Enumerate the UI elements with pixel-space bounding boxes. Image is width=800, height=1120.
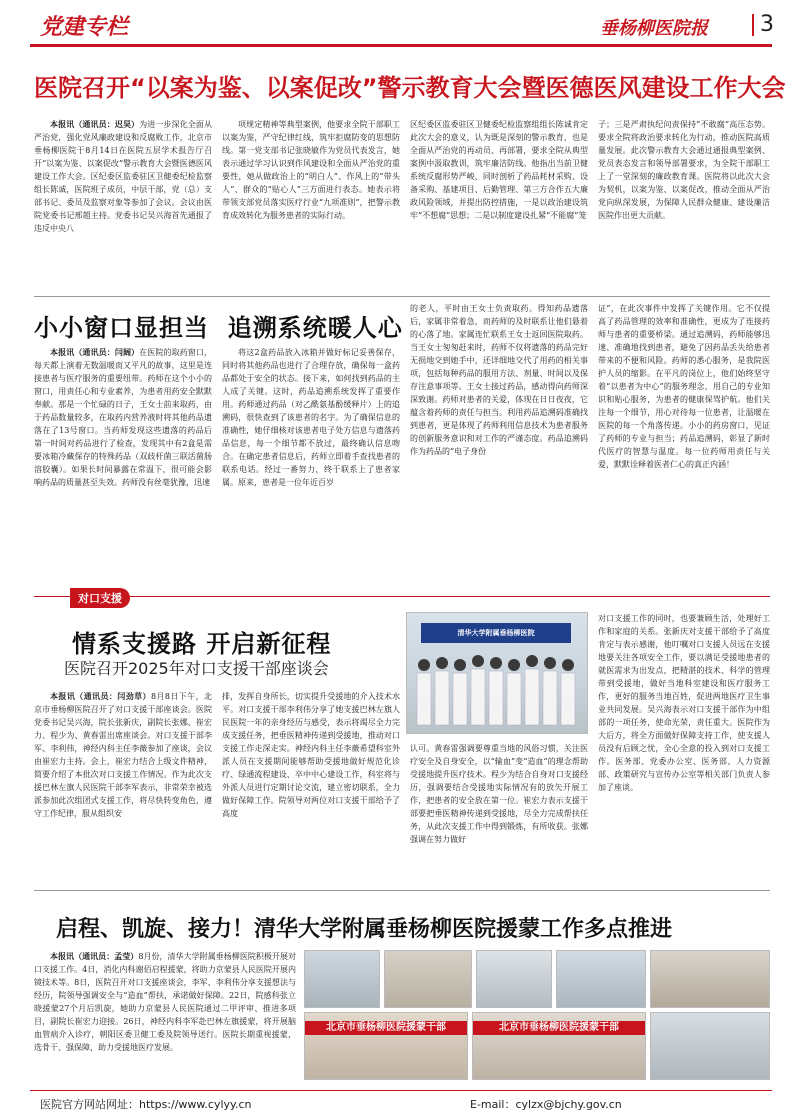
article2-col4: 证”，在此次事件中发挥了关键作用。它不仅提高了药品管理的效率和准确性，更成为了连接药师与患者的重要桥梁。通过追溯码，药师能够迅速、准确地找到患者，避免了因药品丢失给患者带来的不便和风险。药师的悉心服务，是我院医护人员的缩影。在平凡的岗位上，他们始终坚守着“以患者为中心”的服务理念，用自己的专业知识和贴心服务，为患者的健康保驾护航。他们关注每一个细节，用心对待每一位患者，让温暖在医院的每一个角落传递。小小的药房窗口，见证了药师的专业与担当；药品追溯码，彰显了新时代医疗的智慧与温度。每一位药师用责任与关爱，默默诠释着医者仁心的真正内涵！ bbox=[598, 304, 770, 469]
article4-title: 启程、凯旋、接力！清华大学附属垂杨柳医院援蒙工作多点推进 bbox=[56, 917, 673, 942]
article1-col2: 项规定精神等典型案例，他要求全院干部职工以案为鉴，严守纪律红线，筑牢拒腐防变的思想防线。第一党支部书记张晓敏作为党员代表发言，她表示通过学习认识到作风建设和全面从严治党的重要性，她从做政治上的“明白人”、作风上的“带头人”、群众的“贴心人”三方面进行表态。她表示将带领支部党员落实医疗行业“九项准则”，把警示教育成效转化为服务患者的实际行动。 bbox=[222, 120, 400, 220]
photo-group-a bbox=[304, 1012, 468, 1080]
photo-departure-1 bbox=[304, 950, 380, 1008]
article2-col1: 本报讯（通讯员：闫阔）在医院的取药窗口，每天都上演着无数温暖而又平凡的故事，这里是连接患者与医疗服务的重要纽带。药师在这个小小的窗口，用责任心和专业素养，为患者用药安全默默奉献。那是一个忙碌的日子，王女士前来取药，由于药品数量较多，在取药内营养液时将其他药品遗落在了13号窗口。当药师发现这些遗落的药品后第一时间对药品进行了检查，发现其中有2盒是需要冰箱冷藏保存的特殊药品（双歧杆菌三联活菌肠溶胶囊）。如果长时间暴露在常温下，很可能会影响药品的质量甚至失效。药师没有丝毫犹豫，迅速 bbox=[34, 347, 212, 487]
article2-col2: 将这2盒药品放入冰箱并做好标记妥善保存，同时将其他药品也进行了合理存放，确保每一盒药品都处于安全的状态。接下来，如何找到药品的主人成了关键。这时，药品追溯系统发挥了重要作用。药师通过药品（对乙酰氨基酚缓释片）上的追溯码，很快查到了该患者的名字。为了确保信息的准确性，她仔细核对该患者电子处方信息与遗落药品信息，每一个细节都不放过，最终确认信息吻合。在确定患者信息后，药师立即着手查找患者的联系电话。经过一番努力，终于联系上了患者家属。原来，患者是一位年近百岁 bbox=[222, 348, 400, 487]
banner-a: 北京市垂杨柳医院援蒙干部 bbox=[305, 1021, 467, 1035]
photo-departure-2 bbox=[384, 950, 472, 1008]
photo-departure-4 bbox=[556, 950, 646, 1008]
email-link[interactable]: cylzx@bjchy.gov.cn bbox=[515, 1098, 622, 1111]
header-divider bbox=[752, 14, 754, 36]
section-tag-support: 对口支援 bbox=[70, 588, 130, 608]
article3-col4: 对口支援工作的同时，也要兼顾生活，处理好工作和家庭的关系。张新庆对支援干部给予了高度肯定与表示感谢，他叮嘱对口支援人员远在支援地要关注各项安全工作，要以满足受援地患者的就医需求为出发点，把精湛的技术、科学的管理带到受援地，做好当地科室建设和医疗服务工作，更好的服务当地百姓，促进两地医疗卫生事业共同发展。吴兴海表示对口支援干部作为中组部的一项任务，使命光荣，责任重大。医院作为大后方，将全方面做好保障支持工作，使支援人员没有后顾之忧，全心全意的投入到对口支援工作。医务部、党委办公室、医务部、人力资源部、政策研究与宣传办公室等相关部门负责人参加了座谈。 bbox=[598, 614, 770, 792]
article2-col3: 的老人，平时由王女士负责取药。得知药品遗落后，家属非常着急，而药师的及时联系让他们悬着的心落了地。家属连忙联系王女士返回医院取药。当王女士匆匆赶来时，药师不仅将遗落的药品完好无损地交到她手中，还详细地交代了用药的相关事项，包括每种药品的服用方法、剂量、时间以及保存注意事项等。王女士接过药品，感动得向药师深深致谢。药师对患者的关爱，体现在日日夜夜，它蕴含着药师的责任与担当。利用药品追溯码准确找到患者，更是体现了药师利用信息技术为患者服务的创新服务意识和对工作的严谨态度。药品追溯码作为药品的“电子身份 bbox=[410, 304, 588, 456]
photo-welcome bbox=[650, 1012, 770, 1080]
article1-col4: 子；三是严肃执纪问责保持“不敢腐”高压态势。要求全院将政治要求转化为行动，推动医院高质量发展。此次警示教育大会通过通报典型案例、党员表态发言和领导部署要求，为全院干部职工上了一堂深刻的廉政教育课。医院将以此次大会为契机，以案为鉴、以案促改，推动全面从严治党向纵深发展，为保障人民群众健康、建设廉洁医院作出更大贡献。 bbox=[598, 120, 770, 220]
page-number: 3 bbox=[760, 12, 774, 37]
group-people-illustration bbox=[407, 613, 588, 734]
article3-title: 情系支援路 开启新征程 bbox=[72, 630, 332, 658]
article4-col1: 本报讯（通讯员：孟莹）8月份，清华大学附属垂杨柳医院积极开展对口支援工作。4日，消化内科谢佰启程援蒙，将助力京蒙县人民医院开展内镜技术等。8日，医院召开对口支援座谈会，李军、李利伟分享支援想法与经历，院领导强调安全与“造血”帮扶，承诺做好保障。22日，院感科张立晓援蒙27个月后凯旋，她助力京蒙县人民医院通过二甲评审、推进多项目，副院长崔宏力迎接。26日，神经内科李军赴巴林左旗援蒙，将开展脑血管病介入诊疗，朝阳区委卫健工委及院领导送行。医院长期重视援蒙，选骨干、强保障，助力受援地医疗发展。 bbox=[34, 951, 296, 1052]
article1-col3: 区纪委区监委驻区卫健委纪检监察组组长陈诚肯定此次大会的意义，认为既是深刻的警示教育，也是全面从严治党的再动员、再部署，要求全院从典型案例中汲取教训，筑牢廉洁防线。他指出当前卫健系统反腐形势严峻，同时剖析了药品耗材采购、设备采购、基建项目、后勤管理、第三方合作五大廉政风险领域，并提出防控措施，一是以政治建设筑牢“不想腐”思想；二是以制度建设扎紧“不能腐”笼 bbox=[410, 120, 588, 220]
article1-title: 医院召开“以案为鉴、以案促改”警示教育大会暨医德医风建设工作大会 bbox=[34, 74, 786, 102]
article3-col2: 排，发挥自身所长，切实提升受援地的介入技术水平。对口支援干部李利伟分享了她支援巴林左旗人民医院一年的亲身经历与感受，表示将竭尽全力完成支援任务，把垂医精神传递到受援地，推动对口支援工作走深走实。神经内科主任李薇希望科室外派人员在支援期间能够帮助受援地做好规范化诊疗、绿通流程建设、卒中中心建设工作，科室将与外派人员进行定期讨论交流，建立密切联系，全力做好保障工作。院领导对两位对口支援干部给予了高度 bbox=[222, 692, 400, 818]
photo-departure-5 bbox=[650, 950, 770, 1008]
footer-email bbox=[470, 1096, 622, 1112]
newspaper-name: 垂杨柳医院报 bbox=[600, 18, 708, 39]
photo-group-b bbox=[472, 1012, 646, 1080]
photo-banner: 清华大学附属垂杨柳医院 bbox=[421, 623, 571, 643]
section-title: 党建专栏 bbox=[40, 15, 129, 40]
banner-b: 北京市垂杨柳医院援蒙干部 bbox=[473, 1021, 645, 1035]
article1-col1: 本报讯（通讯员：迟昊）为进一步深化全面从严治党，强化党风廉政建设和反腐败工作，北京市垂杨柳医院于8月14日在医院五层学术报告厅召开“以案为鉴、以案促改”警示教育大会暨医德医风建设工作大会。区纪委区监委驻区卫健委纪检监察组长陈诚，医院班子成员，中层干部，党（总）支部书记、委员及监察对象等参加了会议。会议由医院党委书记邢超主持。党委书记吴兴海首先通报了违反中央八 bbox=[34, 119, 212, 233]
article3-col3: 认可。黄春雷强调要尊重当地的风俗习惯，关注医疗安全及自身安全，以“输血”变“造血”的理念帮助受援地提升医疗技术。程少为结合自身对口支援经历，强调要结合受援地实际情况有的放矢开展工作，把患者的安全放在第一位。崔宏力表示支援干部要把垂医精神传递到受援地，尽全力完成帮扶任务，从此次支援工作中得到锻炼，有所收获。张娜强调在努力做好 bbox=[410, 744, 588, 844]
email-label: E-mail： bbox=[470, 1098, 516, 1111]
article3-subtitle: 医院召开2025年对口支援干部座谈会 bbox=[64, 659, 329, 678]
article3-rule bbox=[34, 596, 770, 597]
website-link[interactable]: https://www.cylyy.cn bbox=[139, 1098, 252, 1111]
support-meeting-photo bbox=[406, 612, 588, 734]
article3-col1: 本报讯（通讯员：闫劲草）8月8日下午，北京市垂杨柳医院召开了对口支援干部座谈会。医院党委书记吴兴海，院长张新庆，副院长张娜、崔宏力、程少为、黄春雷出席座谈会。对口支援干部李军、李利伟，神经内科主任李薇参加了座谈，会议由崔宏力主持。会上，崔宏力结合上级文件精神，简要介绍了本批次对口支援工作情况。作为此次支援巴林左旗人民医院干部李军表示，非常荣幸被选派参加此次组团式支援工作，将尽快转变角色，遵守工作纪律，服从组织安 bbox=[34, 691, 212, 818]
header-rule bbox=[30, 44, 772, 47]
website-label: 医院官方网站网址： bbox=[40, 1098, 139, 1111]
article2-title: 小小窗口显担当 追溯系统暖人心 bbox=[34, 314, 403, 342]
article4-divider bbox=[34, 890, 770, 891]
footer-rule bbox=[30, 1090, 772, 1091]
footer-website bbox=[40, 1096, 252, 1112]
photo-departure-3 bbox=[476, 950, 552, 1008]
article1-divider bbox=[34, 296, 770, 297]
